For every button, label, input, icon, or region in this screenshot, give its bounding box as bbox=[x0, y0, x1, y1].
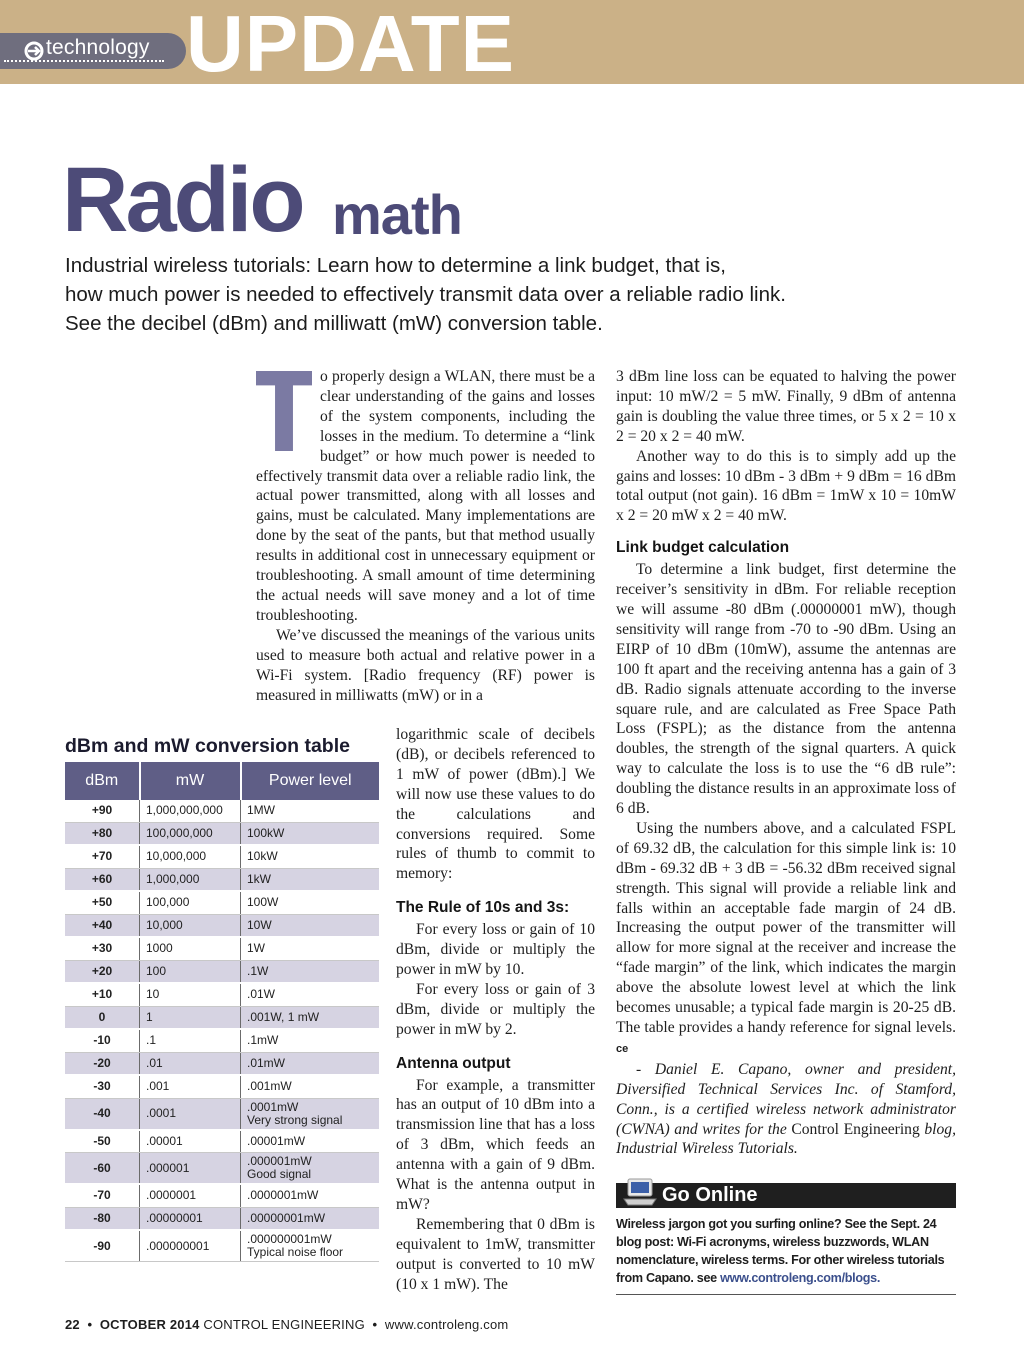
dbm-cell: 0 bbox=[65, 1006, 140, 1029]
dbm-cell: +10 bbox=[65, 983, 140, 1006]
column-header-dbm: dBm bbox=[65, 762, 140, 800]
go-online-body: Wireless jargon got you surfing online? See the Sept. 24 blog post: Wi-Fi acronyms, wireless buzzwords, WLAN nomenclature, wireless terms. For other wireless tutorials from Capano. see bbox=[616, 1217, 945, 1285]
table-header-row bbox=[65, 762, 379, 800]
power-level-value: .000000001mW bbox=[247, 1232, 332, 1246]
power-level-cell: 1MW bbox=[241, 800, 380, 822]
blogs-link[interactable]: www.controleng.com/blogs. bbox=[720, 1271, 881, 1285]
signal-note: Typical noise floor bbox=[247, 1245, 344, 1259]
power-level-cell: 10kW bbox=[241, 845, 380, 868]
body-paragraph: Remembering that 0 dBm is equivalent to 1mW, transmitter output is converted to 10 mW (10 x 1 mW). The bbox=[396, 1215, 595, 1293]
table-row bbox=[65, 1006, 379, 1029]
table-row bbox=[65, 1052, 379, 1075]
power-level-value: .0001mW bbox=[247, 1099, 299, 1114]
mw-cell: 1 bbox=[140, 1006, 241, 1029]
power-level-cell: .001mW bbox=[241, 1075, 380, 1098]
dbm-cell: -30 bbox=[65, 1075, 140, 1098]
subhead-rule-of-10s: The Rule of 10s and 3s: bbox=[396, 899, 570, 917]
power-level-cell: 1kW bbox=[241, 868, 380, 891]
column-header-power-level: Power level bbox=[241, 762, 380, 800]
body-paragraph: For example, a transmitter has an output of 10 dBm into a transmission line that has a loss of 3 dBm, which feeds an antenna with a gain of 9 dBm. What is the antenna output in mW? bbox=[396, 1076, 595, 1213]
conversion-table bbox=[65, 762, 379, 1262]
table-row bbox=[65, 845, 379, 868]
table-row bbox=[65, 1075, 379, 1098]
dbm-cell: +80 bbox=[65, 822, 140, 845]
power-level-cell: .00000001mW bbox=[241, 1207, 380, 1230]
article-column-1b bbox=[396, 725, 595, 1294]
power-level-cell: .01mW bbox=[241, 1052, 380, 1075]
body-paragraph: We’ve discussed the meanings of the various units used to measure both actual and relative power in a Wi-Fi system. [Radio frequency (RF) power is measured in milliwatts (mW) or in a bbox=[256, 626, 595, 704]
table-row bbox=[65, 1130, 379, 1153]
bio-text: - Daniel E. Capano, owner and president, Diversified Technical Services Inc. of Stamford, Conn., is a certified wireless network administrator (CWNA) and writes for the bbox=[616, 1060, 956, 1138]
mw-cell: 100,000,000 bbox=[140, 822, 241, 845]
table-row bbox=[65, 937, 379, 960]
dbm-cell: -90 bbox=[65, 1230, 140, 1262]
deck-line: See the decibel (dBm) and milliwatt (mW) conversion table. bbox=[65, 312, 603, 335]
body-paragraph: To determine a link budget, first determine the receiver’s sensitivity in dBm. For reliable reception we will assume -80 dBm (.00000001 mW), though sensitivity will range from -70 to -90 dBm. Using an EIRP of 10 dBm (10mW), assume the antennas are 100 ft apart and the receiving antenna has a gain of 3 dB. Radio signals attenuate according to the inverse square rule, and are calculated as Free Space Path Loss (FSPL); as the distance from the antenna doubles, the strength of the signal quarters. A quick way to calculate the loss is to use the “6 dB rule”: doubling the distance results in an approximate loss of 6 dB. bbox=[616, 561, 956, 818]
mw-cell: .000000001 bbox=[140, 1230, 241, 1262]
mw-cell: 1,000,000,000 bbox=[140, 800, 241, 822]
dbm-cell: +20 bbox=[65, 960, 140, 983]
dbm-cell: +40 bbox=[65, 914, 140, 937]
power-level-cell: 100kW bbox=[241, 822, 380, 845]
dbm-cell: +60 bbox=[65, 868, 140, 891]
mw-cell: 10,000,000 bbox=[140, 845, 241, 868]
power-level-cell: 10W bbox=[241, 914, 380, 937]
section-title: UPDATE bbox=[186, 0, 515, 88]
bio-publication: Control Engineering bbox=[791, 1120, 920, 1138]
mw-cell: .0001 bbox=[140, 1098, 241, 1130]
body-paragraph: 3 dBm line loss can be equated to halving the power input: 10 mW/2 = 5 mW. Finally, 9 dBm of antenna gain is doubling the value three times, or 5 x 2 = 10 x 2 = 20 x 2 = 40 mW. bbox=[616, 368, 956, 445]
article-title-secondary: math bbox=[332, 183, 462, 246]
page-footer: 22 • OCTOBER 2014 CONTROL ENGINEERING • www.controleng.com bbox=[65, 1317, 509, 1332]
issue-date: OCTOBER 2014 bbox=[99, 1317, 200, 1332]
mw-cell: 1000 bbox=[140, 937, 241, 960]
dbm-cell: -20 bbox=[65, 1052, 140, 1075]
table-row bbox=[65, 1184, 379, 1207]
power-level-cell: .01W bbox=[241, 983, 380, 1006]
table-title: dBm and mW conversion table bbox=[65, 735, 350, 757]
body-paragraph: o properly design a WLAN, there must be a clear understanding of the gains and losses of the system components, including the losses in the medium. To determine a “link budget” or how much power is needed to effectively transmit data over a reliable radio link, the actual power transmitted, along with all losses and gains, must be calculated. Many implementations are done by the seat of the pants, but that method usually results in additional cost in unnecessary equipment or troubleshooting. A small amount of time determining the actual needs will save money and a lot of time troubleshooting. bbox=[256, 368, 595, 624]
article-column-1 bbox=[256, 367, 595, 705]
power-level-cell bbox=[241, 1230, 380, 1262]
body-text: Using the numbers above, and a calculated FSPL of 69.32 dB, the calculation for this simple link is: 10 dBm - 69.32 dB + 3 dB = -56.32 dBm received signal strength. This signal will provide a reliable link and falls within an acceptable fade margin of 24 dB. Increasing the output power of the transmitter will allow for more signal at the receiver and increase the “fade margin” of the link, which indicates the margin above the absolute lowest level at which the link becomes unusable; a typical fade margin is 20-25 dB. The table provides a handy reference for signal levels. bbox=[616, 819, 956, 1036]
column-header-mw: mW bbox=[140, 762, 241, 800]
mw-cell: .001 bbox=[140, 1075, 241, 1098]
table-row bbox=[65, 891, 379, 914]
article-deck bbox=[65, 251, 885, 338]
mw-cell: .00001 bbox=[140, 1130, 241, 1153]
mw-cell: .1 bbox=[140, 1029, 241, 1052]
go-online-heading: Go Online bbox=[662, 1184, 758, 1206]
power-level-value: .000001mW bbox=[247, 1154, 312, 1168]
mw-cell: .0000001 bbox=[140, 1184, 241, 1207]
power-level-cell: .00001mW bbox=[241, 1130, 380, 1153]
mw-cell: .01 bbox=[140, 1052, 241, 1075]
body-paragraph: For every loss or gain of 3 dBm, divide or multiply the power in mW by 2. bbox=[396, 980, 595, 1038]
dotted-rule bbox=[4, 60, 164, 62]
section-label: technology bbox=[46, 36, 150, 59]
table-row bbox=[65, 960, 379, 983]
mw-cell: .000001 bbox=[140, 1153, 241, 1185]
deck-line: Industrial wireless tutorials: Learn how to determine a link budget, that is, bbox=[65, 254, 726, 277]
mw-cell: 10,000 bbox=[140, 914, 241, 937]
body-paragraph bbox=[616, 819, 956, 1060]
power-level-cell: .1W bbox=[241, 960, 380, 983]
dbm-cell: -80 bbox=[65, 1207, 140, 1230]
signal-note: Very strong signal bbox=[247, 1112, 343, 1127]
power-level-cell bbox=[241, 1153, 380, 1185]
dbm-cell: -10 bbox=[65, 1029, 140, 1052]
dbm-cell: +50 bbox=[65, 891, 140, 914]
laptop-icon bbox=[622, 1177, 658, 1207]
section-badge bbox=[0, 33, 186, 69]
end-mark: ce bbox=[616, 1042, 629, 1055]
table-row bbox=[65, 1098, 379, 1130]
table-row bbox=[65, 914, 379, 937]
mw-cell: 1,000,000 bbox=[140, 868, 241, 891]
body-paragraph: For every loss or gain of 10 dBm, divide or multiply the power in mW by 10. bbox=[396, 921, 595, 978]
signal-note: Good signal bbox=[247, 1167, 312, 1181]
table-row bbox=[65, 1230, 379, 1262]
mw-cell: 10 bbox=[140, 983, 241, 1006]
divider bbox=[616, 1294, 956, 1295]
table-row bbox=[65, 822, 379, 845]
mw-cell: .00000001 bbox=[140, 1207, 241, 1230]
power-level-cell bbox=[241, 1098, 380, 1130]
table-row bbox=[65, 868, 379, 891]
publication-name: CONTROL ENGINEERING bbox=[203, 1317, 365, 1332]
dbm-cell: +90 bbox=[65, 800, 140, 822]
author-bio bbox=[616, 1060, 956, 1160]
dbm-cell: -70 bbox=[65, 1184, 140, 1207]
article-column-2 bbox=[616, 367, 956, 1159]
table-row bbox=[65, 800, 379, 822]
subhead-link-budget: Link budget calculation bbox=[616, 539, 790, 557]
table-row bbox=[65, 983, 379, 1006]
page-number: 22 bbox=[65, 1317, 80, 1332]
website-link[interactable]: www.controleng.com bbox=[384, 1317, 509, 1332]
mw-cell: 100 bbox=[140, 960, 241, 983]
body-paragraph: Another way to do this is to simply add up the gains and losses: 10 dBm - 3 dBm + 9 dBm = 16 dBm total output (not gain). 16 dBm = 1mW x 10 = 10mW x 2 = 20 mW x 2 = 40 mW. bbox=[616, 447, 956, 525]
circle-arrow-icon bbox=[24, 41, 44, 61]
body-paragraph: logarithmic scale of decibels (dB), or decibels referenced to 1 mW of power (dBm).] We will now use these values to do the calculations and conversions required. Some rules of thumb to commit to memory: bbox=[396, 726, 595, 883]
table-row bbox=[65, 1207, 379, 1230]
deck-line: how much power is needed to effectively transmit data over a reliable radio link. bbox=[65, 283, 786, 306]
go-online-banner bbox=[616, 1183, 956, 1208]
table-row bbox=[65, 1153, 379, 1185]
power-level-cell: .001W, 1 mW bbox=[241, 1006, 380, 1029]
power-level-cell: 100W bbox=[241, 891, 380, 914]
article-title-main: Radio bbox=[62, 149, 303, 251]
dbm-cell: -40 bbox=[65, 1098, 140, 1130]
table-row bbox=[65, 1029, 379, 1052]
power-level-cell: .0000001mW bbox=[241, 1184, 380, 1207]
bio-text: blog, Industrial Wireless Tutorials. bbox=[616, 1120, 956, 1158]
power-level-cell: 1W bbox=[241, 937, 380, 960]
subhead-antenna-output: Antenna output bbox=[396, 1054, 511, 1072]
dbm-cell: +30 bbox=[65, 937, 140, 960]
dbm-cell: -50 bbox=[65, 1130, 140, 1153]
dbm-cell: +70 bbox=[65, 845, 140, 868]
go-online-text bbox=[616, 1215, 956, 1287]
dbm-cell: -60 bbox=[65, 1153, 140, 1185]
power-level-cell: .1mW bbox=[241, 1029, 380, 1052]
mw-cell: 100,000 bbox=[140, 891, 241, 914]
